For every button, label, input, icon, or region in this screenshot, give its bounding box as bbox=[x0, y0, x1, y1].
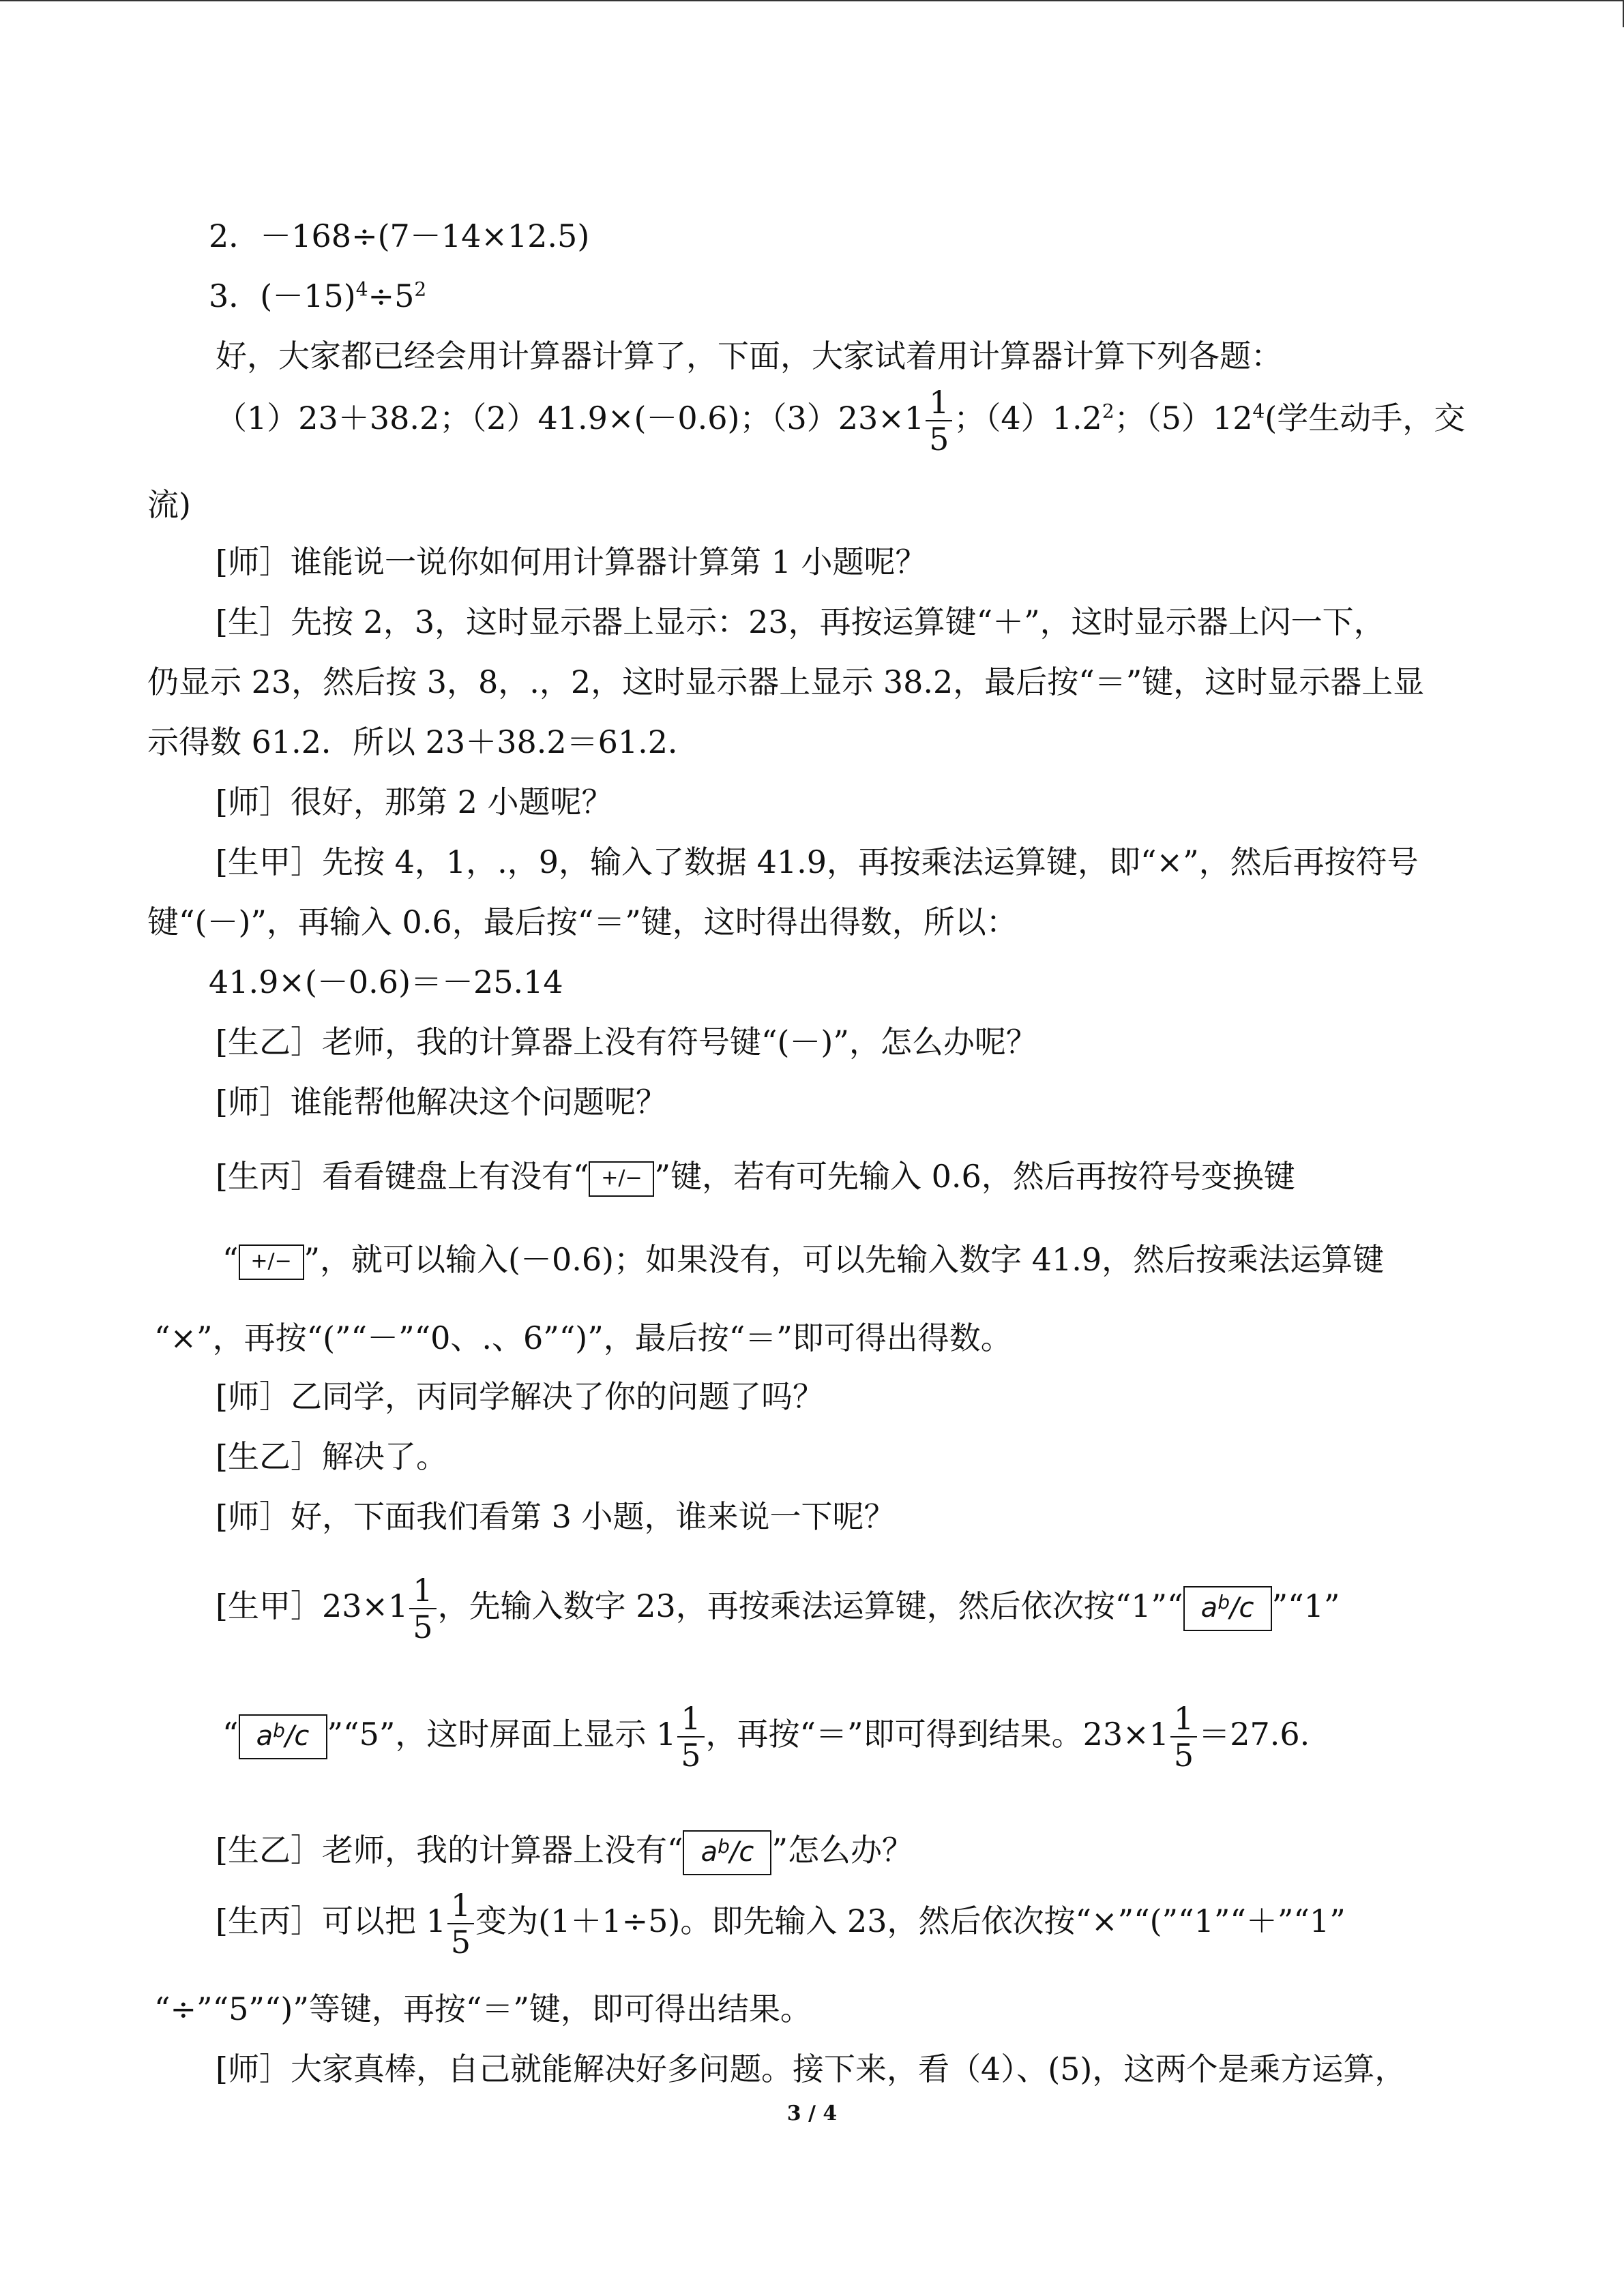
dialogue-student-b-1: [生乙］老师，我的计算器上没有符号键“(－)”，怎么办呢？ bbox=[216, 1024, 1037, 1060]
page-top-border bbox=[0, 0, 1624, 1]
fraction-one-fifth: $\frac{1}{5}$ bbox=[409, 1572, 436, 1645]
dialogue-student-a-line1: [生甲］先按 4，1，.，9，输入了数据 41.9，再按乘法运算键，即“×”，然后再按符号 bbox=[216, 844, 1419, 880]
dialogue-student-1-line1: [生］先按 2，3，这时显示器上显示：23，再按运算键“＋”，这时显示器上闪一下， bbox=[216, 603, 1385, 640]
dialogue-student-a-result: 41.9×(－0.6)＝－25.14 bbox=[209, 964, 563, 1000]
dialogue-student-1-line3: 示得数 61.2．所以 23＋38.2＝61.2． bbox=[147, 724, 700, 760]
task-list-continued: 流) bbox=[147, 486, 191, 523]
item-2: 2．－168÷(7－14×12.5) bbox=[209, 218, 590, 254]
dialogue-student-c-line1: [生丙］看看键盘上有没有“ +/− ”键，若有可先输入 0.6，然后再按符号变换键 bbox=[216, 1152, 1295, 1200]
fraction-key-icon: $a^b/c$ bbox=[1183, 1586, 1272, 1631]
dialogue-student-a2-line1: [生甲］23×1 $\frac{1}{5}$ ，先输入数字 23，再按乘法运算键，然后依次按“1”“ $a^b/c$ ”“1” bbox=[216, 1572, 1340, 1645]
task-list: （1）23＋38.2；（2）41.9×(－0.6)；（3）23×1 $\frac{1}{5}$ ；$(4)1.2^2$；$(5)12^4$(学生动手，交 bbox=[216, 384, 1466, 458]
intro-paragraph: 好，大家都已经会用计算器计算了，下面，大家试着用计算器计算下列各题： bbox=[216, 338, 1282, 374]
dialogue-student-c2-line1: [生丙］可以把 1 $\frac{1}{5}$ 变为(1＋1÷5)。即先输入 23，然后依次按“×”“(”“1”“＋”“1” bbox=[216, 1887, 1346, 1960]
sign-change-key-icon: +/− bbox=[589, 1161, 654, 1197]
fraction-one-fifth: $\frac{1}{5}$ bbox=[1170, 1701, 1197, 1773]
dialogue-teacher-3: [师］谁能帮他解决这个问题呢？ bbox=[216, 1084, 667, 1120]
dialogue-student-a2-line2: “ $a^b/c$ ”“5”，这时屏面上显示 1 $\frac{1}{5}$ ，再按“＝”即可得到结果。23×1 $\frac{1}{5}$ ＝27.6. bbox=[222, 1700, 1310, 1774]
fraction-one-fifth: $\frac{1}{5}$ bbox=[926, 385, 952, 457]
dialogue-teacher-6: [师］大家真棒，自己就能解决好多问题。接下来，看（4）、(5)，这两个是乘方运算， bbox=[216, 2051, 1406, 2087]
dialogue-teacher-4: [师］乙同学，丙同学解决了你的问题了吗？ bbox=[216, 1378, 824, 1415]
dialogue-student-b-2: [生乙］解决了。 bbox=[216, 1438, 447, 1475]
item-3: 3．$(-15)^4\div 5^2$ bbox=[209, 278, 427, 314]
dialogue-student-b-3: [生乙］老师，我的计算器上没有“ $a^b/c$ ”怎么办？ bbox=[216, 1826, 913, 1875]
dialogue-student-c2-line2: “÷”“5”“)”等键，再按“＝”键，即可得出结果。 bbox=[154, 1991, 812, 2027]
sign-change-key-icon: +/− bbox=[239, 1244, 304, 1280]
page-number: 3 / 4 bbox=[786, 2102, 838, 2126]
dialogue-teacher-1: [师］谁能说一说你如何用计算器计算第 1 小题呢？ bbox=[216, 543, 927, 580]
dialogue-student-c-line3: “×”，再按“(”“－”“0、.、6”“)”，最后按“＝”即可得出得数。 bbox=[154, 1320, 1012, 1356]
dialogue-teacher-5: [师］好，下面我们看第 3 小题，谁来说一下呢？ bbox=[216, 1498, 896, 1535]
dialogue-student-1-line2: 仍显示 23，然后按 3，8，.，2，这时显示器上显示 38.2，最后按“＝”键，这时显示器上显 bbox=[147, 664, 1425, 700]
fraction-key-icon: $a^b/c$ bbox=[683, 1830, 771, 1875]
fraction-one-fifth: $\frac{1}{5}$ bbox=[677, 1701, 704, 1773]
dialogue-student-c-line2: “ +/− ”，就可以输入(－0.6)；如果没有，可以先输入数字 41.9，然后按乘法运算键 bbox=[222, 1236, 1384, 1283]
dialogue-student-a-line2: 键“(－)”，再输入 0.6，最后按“＝”键，这时得出得数，所以： bbox=[147, 904, 1018, 940]
fraction-key-icon: $a^b/c$ bbox=[239, 1714, 327, 1759]
dialogue-teacher-2: [师］很好，那第 2 小题呢？ bbox=[216, 784, 613, 820]
fraction-one-fifth: $\frac{1}{5}$ bbox=[447, 1888, 474, 1960]
